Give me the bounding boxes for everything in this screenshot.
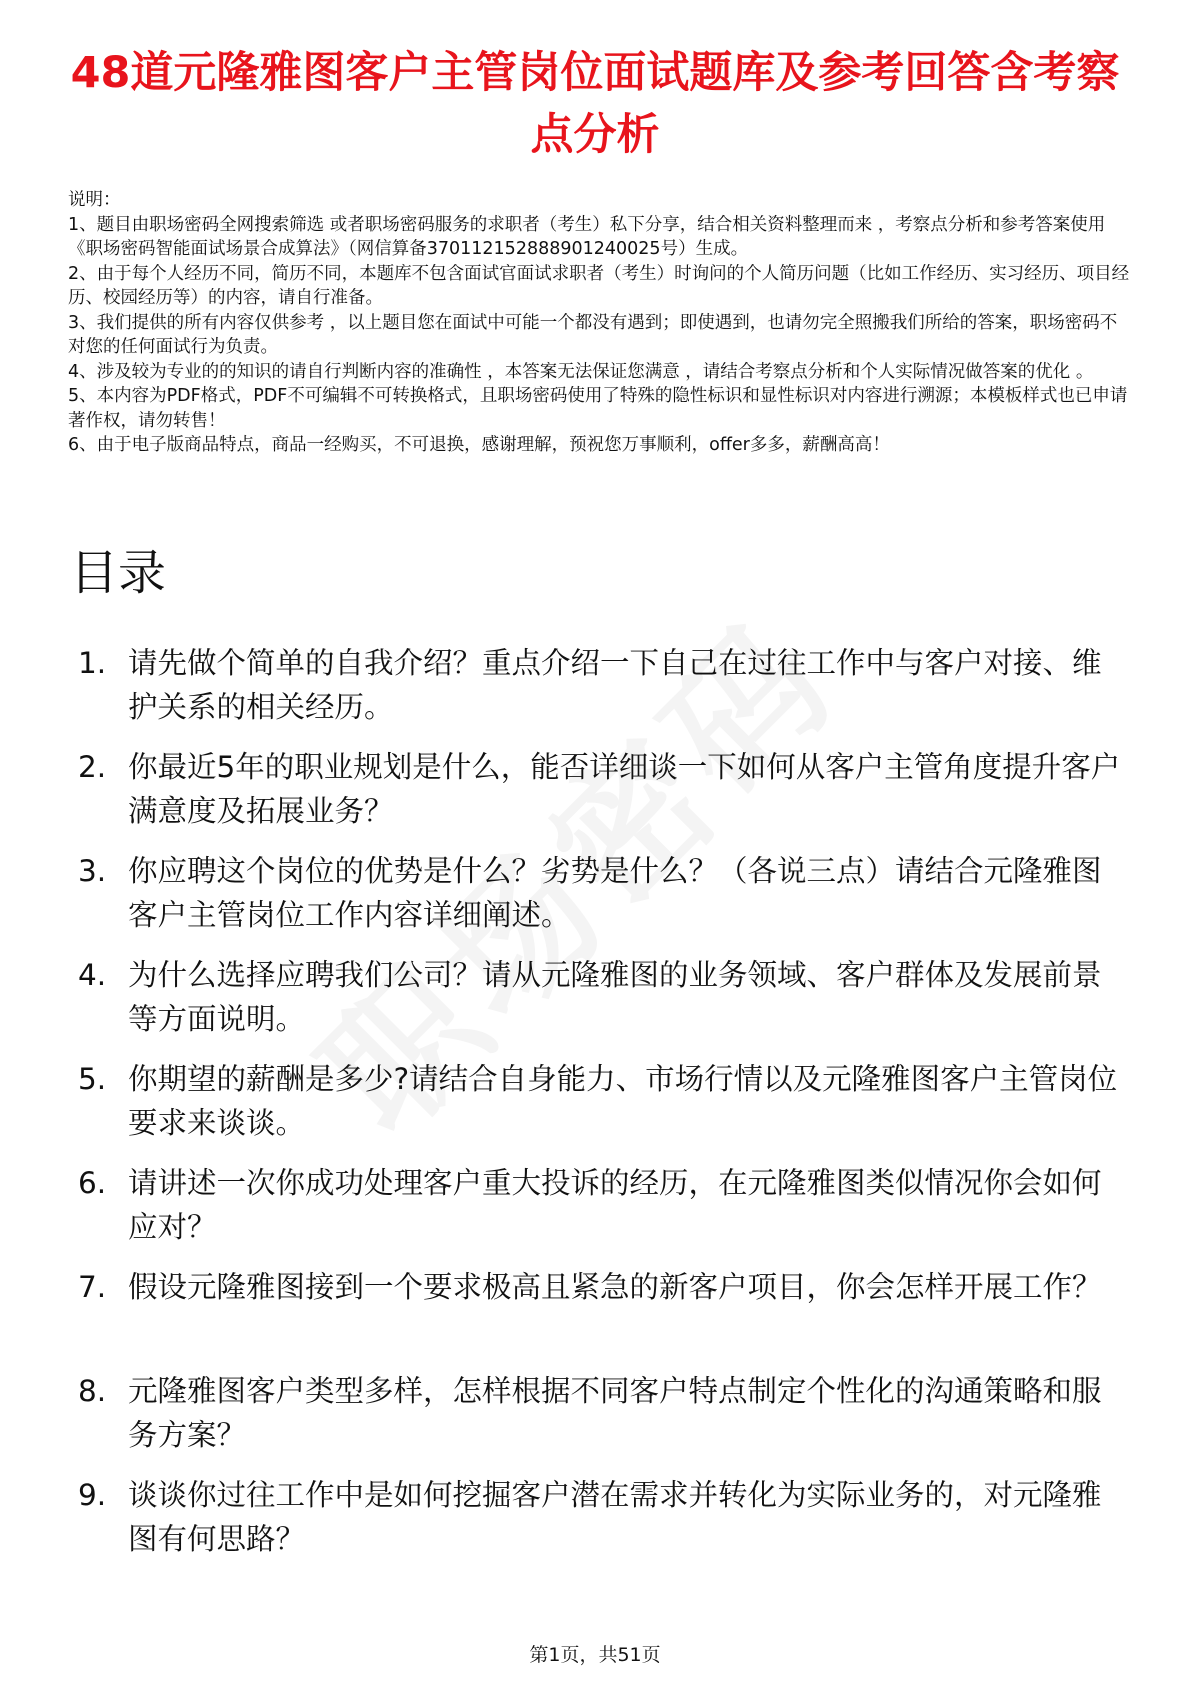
toc-item-number: 8. <box>78 1374 107 1408</box>
toc-item-text: 你期望的薪酬是多少?请结合自身能力、市场行情以及元隆雅图客户主管岗位要求来谈谈。 <box>128 1062 1118 1140</box>
document-title: 48道元隆雅图客户主管岗位面试题库及参考回答含考察点分析 <box>70 48 1120 160</box>
toc-item[interactable] <box>70 641 1130 729</box>
note-item: 1、题目由职场密码全网搜索筛选 或者职场密码服务的求职者（考生）私下分享，结合相关资料整理而来 ，考察点分析和参考答案使用《职场密码智能面试场景合成算法》（网信算备370112152888901240025号）生成。 <box>68 214 1106 259</box>
toc-item-number: 9. <box>78 1478 107 1512</box>
toc-item-text: 假设元隆雅图接到一个要求极高且紧急的新客户项目，你会怎样开展工作？ <box>128 1270 1102 1304</box>
note-item: 3、我们提供的所有内容仅供参考 ，以上题目您在面试中可能一个都没有遇到；即使遇到，也请勿完全照搬我们所给的答案，职场密码不对您的任何面试行为负责。 <box>68 312 1118 357</box>
toc-item[interactable] <box>70 1473 1130 1561</box>
toc-item[interactable] <box>70 1265 1130 1353</box>
notes-section <box>68 188 1130 458</box>
toc-item[interactable] <box>70 745 1130 833</box>
note-item: 2、由于每个人经历不同，简历不同，本题库不包含面试官面试求职者（考生）时询问的个人简历问题（比如工作经历、实习经历、项目经历、校园经历等）的内容，请自行准备。 <box>68 263 1130 308</box>
toc-item-number: 2. <box>78 750 107 784</box>
toc-item-text: 为什么选择应聘我们公司？请从元隆雅图的业务领域、客户群体及发展前景等方面说明。 <box>128 958 1102 1036</box>
toc-item-text: 元隆雅图客户类型多样，怎样根据不同客户特点制定个性化的沟通策略和服务方案？ <box>128 1374 1102 1452</box>
toc-item-number: 5. <box>78 1062 107 1096</box>
toc-item-text: 你最近5年的职业规划是什么，能否详细谈一下如何从客户主管角度提升客户满意度及拓展业务？ <box>128 750 1121 828</box>
toc-item-text: 谈谈你过往工作中是如何挖掘客户潜在需求并转化为实际业务的，对元隆雅图有何思路？ <box>128 1478 1102 1556</box>
toc-item-text: 请先做个简单的自我介绍？重点介绍一下自己在过往工作中与客户对接、维护关系的相关经历。 <box>128 646 1102 724</box>
toc-item[interactable] <box>70 849 1130 937</box>
toc-item[interactable] <box>70 953 1130 1041</box>
note-item: 5、本内容为PDF格式，PDF不可编辑不可转换格式，且职场密码使用了特殊的隐性标识和显性标识对内容进行溯源；本模板样式也已申请著作权，请勿转售！ <box>68 386 1128 431</box>
toc-item-number: 6. <box>78 1166 107 1200</box>
toc-heading: 目录 <box>70 545 167 601</box>
toc-list <box>70 641 1130 1577</box>
toc-item-number: 7. <box>78 1270 107 1304</box>
toc-item-text: 请讲述一次你成功处理客户重大投诉的经历，在元隆雅图类似情况你会如何应对？ <box>128 1166 1102 1244</box>
notes-heading: 说明： <box>68 190 121 210</box>
page-footer: 第1页，共51页 <box>529 1644 661 1666</box>
toc-item-number: 4. <box>78 958 107 992</box>
toc-item-text: 你应聘这个岗位的优势是什么？劣势是什么？（各说三点）请结合元隆雅图客户主管岗位工作内容详细阐述。 <box>128 854 1102 932</box>
note-item: 4、涉及较为专业的的知识的请自行判断内容的准确性 ，本答案无法保证您满意 ，请结合考察点分析和个人实际情况做答案的优化 。 <box>68 361 1094 382</box>
toc-item-number: 3. <box>78 854 107 888</box>
note-item: 6、由于电子版商品特点，商品一经购买，不可退换，感谢理解，预祝您万事顺利，offer多多，薪酬高高！ <box>68 435 890 455</box>
toc-item-number: 1. <box>78 646 107 680</box>
toc-item[interactable] <box>70 1161 1130 1249</box>
toc-item[interactable] <box>70 1057 1130 1145</box>
toc-item[interactable] <box>70 1369 1130 1457</box>
